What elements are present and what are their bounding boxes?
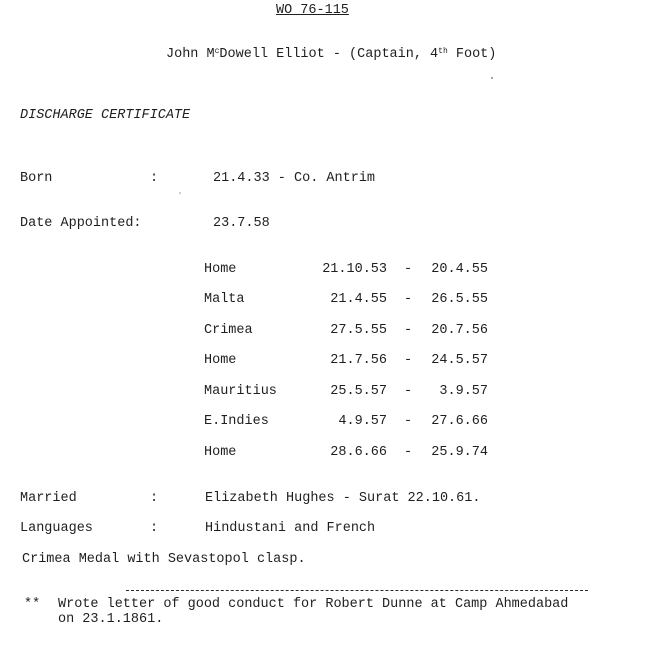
posting-place: Malta bbox=[204, 292, 245, 307]
languages-value: Hindustani and French bbox=[205, 521, 376, 536]
born-label: Born bbox=[20, 171, 53, 186]
married-colon: : bbox=[150, 491, 159, 506]
certificate-type: DISCHARGE CERTIFICATE bbox=[20, 108, 191, 123]
posting-to: 26.5.55 bbox=[431, 292, 488, 307]
officer-heading bbox=[166, 47, 496, 63]
posting-place: Home bbox=[204, 353, 237, 368]
posting-dash: - bbox=[404, 414, 413, 429]
languages-label: Languages bbox=[20, 521, 93, 536]
married-label: Married bbox=[20, 491, 77, 506]
posting-dash: - bbox=[404, 292, 413, 307]
posting-to: 20.7.56 bbox=[431, 323, 488, 338]
rank-superscript: th bbox=[438, 47, 448, 56]
posting-dash: - bbox=[404, 445, 413, 460]
posting-to: 20.4.55 bbox=[431, 262, 488, 277]
posting-to: 25.9.74 bbox=[431, 445, 488, 460]
posting-place: Mauritius bbox=[204, 384, 277, 399]
married-value: Elizabeth Hughes - Surat 22.10.61. bbox=[205, 491, 481, 506]
posting-from: 21.10.53 bbox=[322, 262, 387, 277]
note-text-line-2: on 23.1.1861. bbox=[58, 612, 164, 627]
officer-name-rank: Dowell Elliot - (Captain, 4 bbox=[219, 47, 439, 62]
born-value: 21.4.33 - Co. Antrim bbox=[213, 171, 376, 186]
appointed-label: Date Appointed: bbox=[20, 216, 142, 231]
languages-colon: : bbox=[150, 521, 159, 536]
posting-from: 28.6.66 bbox=[330, 445, 387, 460]
posting-dash: - bbox=[404, 323, 413, 338]
posting-from: 21.4.55 bbox=[330, 292, 387, 307]
posting-place: Home bbox=[204, 262, 237, 277]
officer-name-start: John M bbox=[166, 47, 215, 62]
posting-dash: - bbox=[404, 353, 413, 368]
posting-place: Home bbox=[204, 445, 237, 460]
scan-speck bbox=[491, 77, 493, 79]
posting-dash: - bbox=[404, 262, 413, 277]
born-colon: : bbox=[150, 171, 159, 186]
posting-dash: - bbox=[404, 384, 413, 399]
posting-from: 27.5.55 bbox=[330, 323, 387, 338]
posting-from: 4.9.57 bbox=[338, 414, 387, 429]
posting-to: 27.6.66 bbox=[431, 414, 488, 429]
posting-to: 3.9.57 bbox=[439, 384, 488, 399]
note-text-line-1: Wrote letter of good conduct for Robert Dunne at Camp Ahmedabad bbox=[58, 597, 569, 612]
appointed-value: 23.7.58 bbox=[213, 216, 270, 231]
scan-speck bbox=[179, 192, 181, 194]
medal-text: Crimea Medal with Sevastopol clasp. bbox=[22, 552, 306, 567]
name-superscript: c bbox=[214, 47, 220, 56]
posting-from: 25.5.57 bbox=[330, 384, 387, 399]
note-marker: ** bbox=[24, 597, 41, 612]
posting-to: 24.5.57 bbox=[431, 353, 488, 368]
posting-place: Crimea bbox=[204, 323, 253, 338]
dashed-separator bbox=[126, 590, 588, 591]
posting-place: E.Indies bbox=[204, 414, 269, 429]
regiment-suffix: Foot) bbox=[447, 47, 497, 62]
posting-from: 21.7.56 bbox=[330, 353, 387, 368]
document-reference: WO 76-115 bbox=[276, 3, 349, 18]
